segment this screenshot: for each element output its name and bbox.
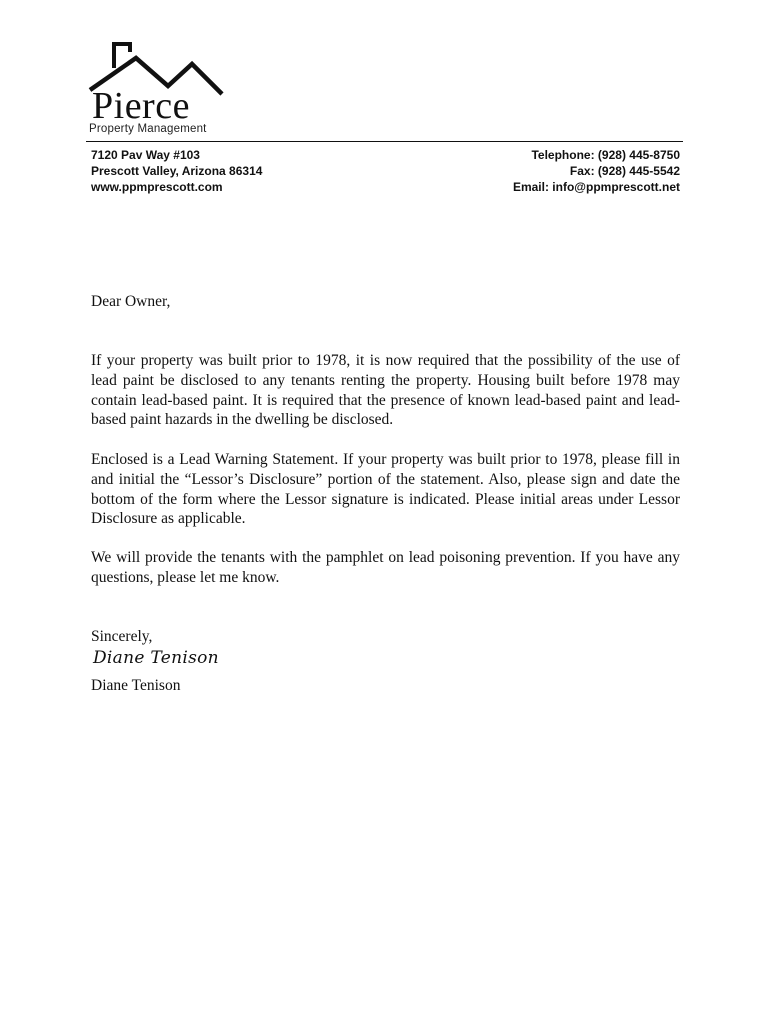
salutation: Dear Owner, [91, 293, 171, 310]
address-block [91, 147, 262, 195]
address-line2: Prescott Valley, Arizona 86314 [91, 164, 263, 178]
company-subtitle: Property Management [89, 123, 207, 135]
address-line1: 7120 Pav Way #103 [91, 148, 200, 162]
contact-block [513, 147, 680, 195]
signer-name: Diane Tenison [91, 677, 181, 694]
fax: Fax: (928) 445-5542 [569, 164, 680, 178]
website-link[interactable]: www.ppmprescott.com [91, 180, 223, 194]
company-name: Pierce [92, 85, 190, 127]
letter-body [91, 292, 680, 694]
paragraph-3: We will provide the tenants with the pamphlet on lead poisoning prevention. If you have any questions, please let me know. [91, 549, 680, 586]
paragraph-1: If your property was built prior to 1978, it is now required that the possibility of the use of lead paint be disclosed to any tenants renting the property. Housing built before 1978 may contain lead-based paint. It is required that the presence of known lead-based paint and lead-based paint hazards in the dwelling be disclosed. [91, 352, 680, 429]
company-logo [86, 40, 236, 140]
closing: Sincerely, [91, 628, 153, 645]
telephone: Telephone: (928) 445-8750 [531, 148, 680, 162]
handwritten-signature: Diane Tenison [93, 648, 219, 668]
paragraph-2: Enclosed is a Lead Warning Statement. If your property was built prior to 1978, please fill in and initial the “Lessor’s Disclosure” portion of the statement. Also, please sign and date the bottom of the form where the Lessor signature is indicated. Please initial areas under Lessor Disclosure as applicable. [91, 451, 680, 528]
email-link[interactable]: Email: info@ppmprescott.net [512, 180, 680, 194]
header-divider [86, 141, 683, 142]
